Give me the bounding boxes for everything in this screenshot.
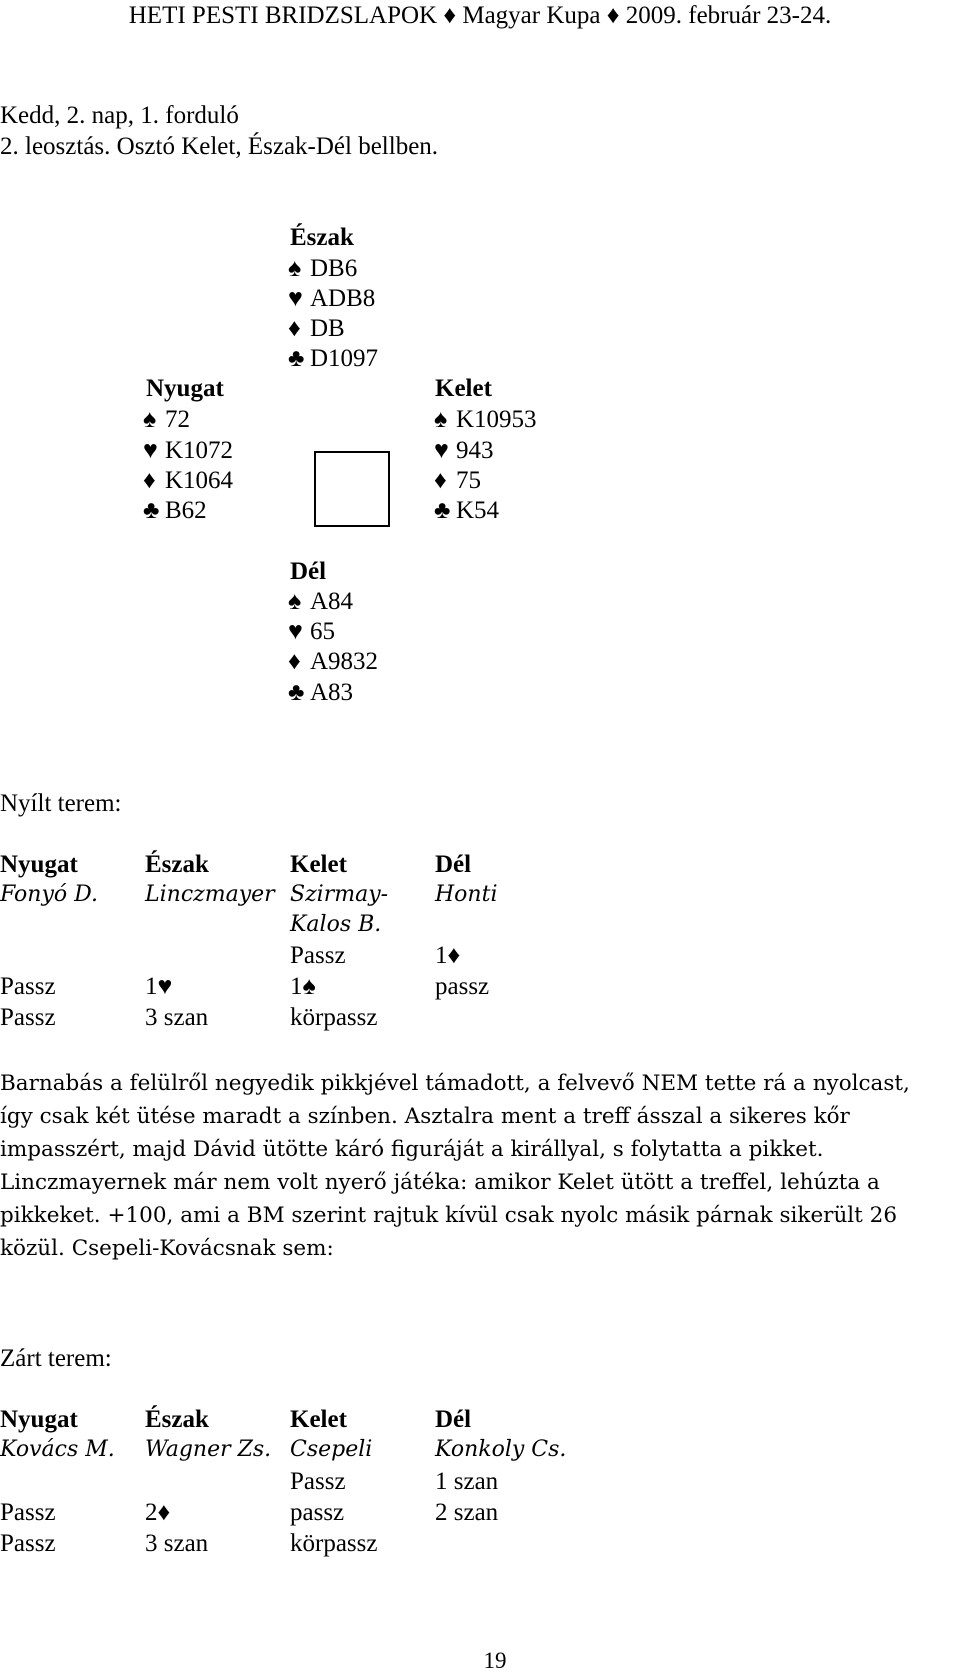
bid: 1♦	[435, 942, 461, 969]
club-icon: ♣	[434, 497, 451, 524]
east-spades	[434, 405, 537, 435]
commentary-line: Linczmayernek már nem volt nyerő játéka: amikor Kelet ütött a treffel, lehúzta a	[0, 1170, 880, 1195]
player-west: Fonyó D.	[0, 882, 98, 907]
south-diamonds	[288, 647, 378, 677]
bid: körpassz	[290, 1004, 378, 1031]
player-east-line2: Kalos B.	[290, 912, 382, 937]
bid: 2♦	[145, 1499, 171, 1526]
west-diamonds	[143, 466, 233, 496]
bid: körpassz	[290, 1530, 378, 1557]
header-north: Észak	[145, 1406, 209, 1433]
card-holding: 75	[456, 467, 481, 494]
header-west: Nyugat	[0, 1406, 78, 1433]
bid: passz	[290, 1499, 345, 1526]
north-hearts	[288, 284, 375, 314]
header-north: Észak	[145, 851, 209, 878]
card-holding: 943	[456, 437, 494, 464]
bid: 1 szan	[435, 1468, 499, 1495]
bid: 3 szan	[145, 1530, 209, 1557]
bid: Passz	[0, 1004, 56, 1031]
card-holding: A84	[310, 588, 354, 615]
commentary-line: Barnabás a felülről negyedik pikkjével támadott, a felvevő NEM tette rá a nyolcast,	[0, 1071, 910, 1096]
card-holding: K1072	[165, 437, 234, 464]
diamond-icon: ♦	[434, 467, 447, 494]
west-spades	[143, 405, 190, 435]
spade-icon: ♠	[143, 406, 157, 433]
player-west: Kovács M.	[0, 1437, 115, 1462]
card-holding: A9832	[310, 648, 379, 675]
bid: Passz	[290, 1468, 346, 1495]
east-hearts	[434, 436, 494, 466]
header-west: Nyugat	[0, 851, 78, 878]
south-clubs	[288, 678, 353, 708]
commentary-line: közül. Csepeli-Kovácsnak sem:	[0, 1236, 334, 1261]
diamond-icon: ♦	[288, 315, 301, 342]
club-icon: ♣	[143, 497, 160, 524]
west-label: Nyugat	[146, 375, 224, 402]
spade-icon: ♠	[434, 406, 448, 433]
bid: Passz	[0, 1499, 56, 1526]
bid: 3 szan	[145, 1004, 209, 1031]
south-hearts	[288, 617, 335, 647]
bid: 1♠	[290, 973, 316, 1000]
card-holding: B62	[165, 497, 207, 524]
open-room-title: Nyílt terem:	[0, 790, 122, 817]
card-holding: D1097	[310, 345, 379, 372]
bid: 1♥	[145, 973, 173, 1000]
table-box	[314, 451, 390, 527]
page-header: HETI PESTI BRIDZSLAPOK ♦ Magyar Kupa ♦ 2009. február 23-24.	[128, 2, 832, 29]
east-diamonds	[434, 466, 481, 496]
south-spades	[288, 587, 353, 617]
card-holding: ADB8	[310, 285, 376, 312]
header-south: Dél	[435, 1406, 472, 1433]
heart-icon: ♥	[288, 285, 303, 312]
heart-icon: ♥	[288, 618, 303, 645]
north-spades	[288, 254, 357, 284]
bid: passz	[435, 973, 490, 1000]
north-label: Észak	[290, 224, 354, 251]
card-holding: DB	[310, 315, 345, 342]
card-holding: A83	[310, 679, 354, 706]
header-east: Kelet	[290, 1406, 347, 1433]
diamond-icon: ♦	[288, 648, 301, 675]
bid: Passz	[290, 942, 346, 969]
card-holding: 65	[310, 618, 335, 645]
club-icon: ♣	[288, 679, 305, 706]
south-label: Dél	[290, 558, 327, 585]
player-south: Honti	[435, 882, 498, 907]
commentary-line: így csak két ütése maradt a színben. Asztalra ment a treff ásszal a sikeres kőr	[0, 1104, 850, 1129]
bid: Passz	[0, 1530, 56, 1557]
diamond-icon: ♦	[143, 467, 156, 494]
west-clubs	[143, 496, 207, 526]
round-info: Kedd, 2. nap, 1. forduló	[0, 102, 239, 129]
player-east: Csepeli	[290, 1437, 373, 1462]
header-east: Kelet	[290, 851, 347, 878]
commentary-line: pikkeket. +100, ami a BM szerint rajtuk kívül csak nyolc másik párnak sikerült 26	[0, 1203, 897, 1228]
player-east: Szirmay-	[290, 882, 389, 907]
north-clubs	[288, 344, 378, 374]
card-holding: K1064	[165, 467, 234, 494]
card-holding: DB6	[310, 255, 358, 282]
card-holding: 72	[165, 406, 190, 433]
spade-icon: ♠	[288, 588, 302, 615]
heart-icon: ♥	[143, 437, 158, 464]
commentary-line: impasszért, majd Dávid ütötte káró figuráját a királlyal, s folytatta a pikket.	[0, 1137, 824, 1162]
player-south: Konkoly Cs.	[435, 1437, 567, 1462]
east-label: Kelet	[435, 375, 492, 402]
heart-icon: ♥	[434, 437, 449, 464]
spade-icon: ♠	[288, 255, 302, 282]
deal-info: 2. leosztás. Osztó Kelet, Észak-Dél bellben.	[0, 133, 439, 160]
club-icon: ♣	[288, 345, 305, 372]
player-north: Wagner Zs.	[145, 1437, 272, 1462]
east-clubs	[434, 496, 499, 526]
closed-room-title: Zárt terem:	[0, 1345, 112, 1372]
card-holding: K54	[456, 497, 500, 524]
player-north: Linczmayer	[145, 882, 275, 907]
bid: 2 szan	[435, 1499, 499, 1526]
west-hearts	[143, 436, 233, 466]
page-number: 19	[483, 1648, 507, 1673]
card-holding: K10953	[456, 406, 537, 433]
bid: Passz	[0, 973, 56, 1000]
header-south: Dél	[435, 851, 472, 878]
north-diamonds	[288, 314, 345, 344]
